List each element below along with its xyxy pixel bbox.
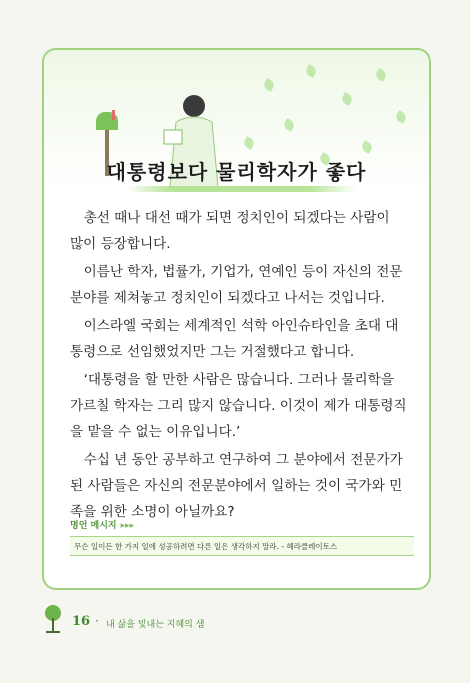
paragraph: ‘대통령을 할 만한 사람은 많습니다. 그러나 물리학을 가르칠 학자는 그리 많지 않습니다. 이것이 제가 대통령직을 맡을 수 없는 이유입니다.’: [70, 372, 407, 440]
leaf-icon: [304, 64, 318, 78]
paragraph: 이름난 학자, 법률가, 기업가, 연예인 등이 자신의 전문분야를 제쳐놓고 정치인이 되겠다고 나서는 것입니다.: [70, 264, 403, 306]
paragraph: 총선 때나 대선 때가 되면 정치인이 되겠다는 사람이 많이 등장합니다.: [70, 210, 390, 252]
paragraph: 이스라엘 국회는 세계적인 석학 아인슈타인을 초대 대통령으로 선임했었지만 그는 거절했다고 합니다.: [70, 318, 399, 360]
book-title: 내 삶을 빛내는 지혜의 샘: [106, 620, 205, 630]
title-highlight: [126, 186, 356, 192]
arrow-icon: ▸▸▸: [120, 521, 135, 531]
page-number: 16: [72, 614, 91, 629]
leaf-icon: [282, 118, 296, 132]
leaf-icon: [394, 110, 408, 124]
tree-icon: [42, 604, 64, 634]
maxim-heading-label: 명언 메시지: [70, 521, 117, 531]
page-footer: [42, 604, 422, 634]
leaf-icon: [360, 140, 374, 154]
article-body: [70, 205, 407, 527]
paragraph: 수십 년 동안 공부하고 연구하여 그 분야에서 전문가가 된 사람들은 자신의 전문분야에서 일하는 것이 국가와 민족을 위한 소명이 아닐까요?: [70, 452, 403, 520]
footer-separator: ·: [95, 614, 99, 628]
page-title: 대통령보다 물리학자가 좋다: [106, 160, 367, 184]
leaf-icon: [242, 136, 256, 150]
leaf-icon: [262, 78, 276, 92]
leaf-icon: [340, 92, 354, 106]
maxim-quote: 무슨 일이든 한 가지 일에 성공하려면 다른 일은 생각하지 말라. - 헤라클레이토스: [70, 536, 414, 556]
content-frame: [42, 48, 431, 590]
maxim-heading: [70, 518, 134, 531]
leaf-icon: [374, 68, 388, 82]
